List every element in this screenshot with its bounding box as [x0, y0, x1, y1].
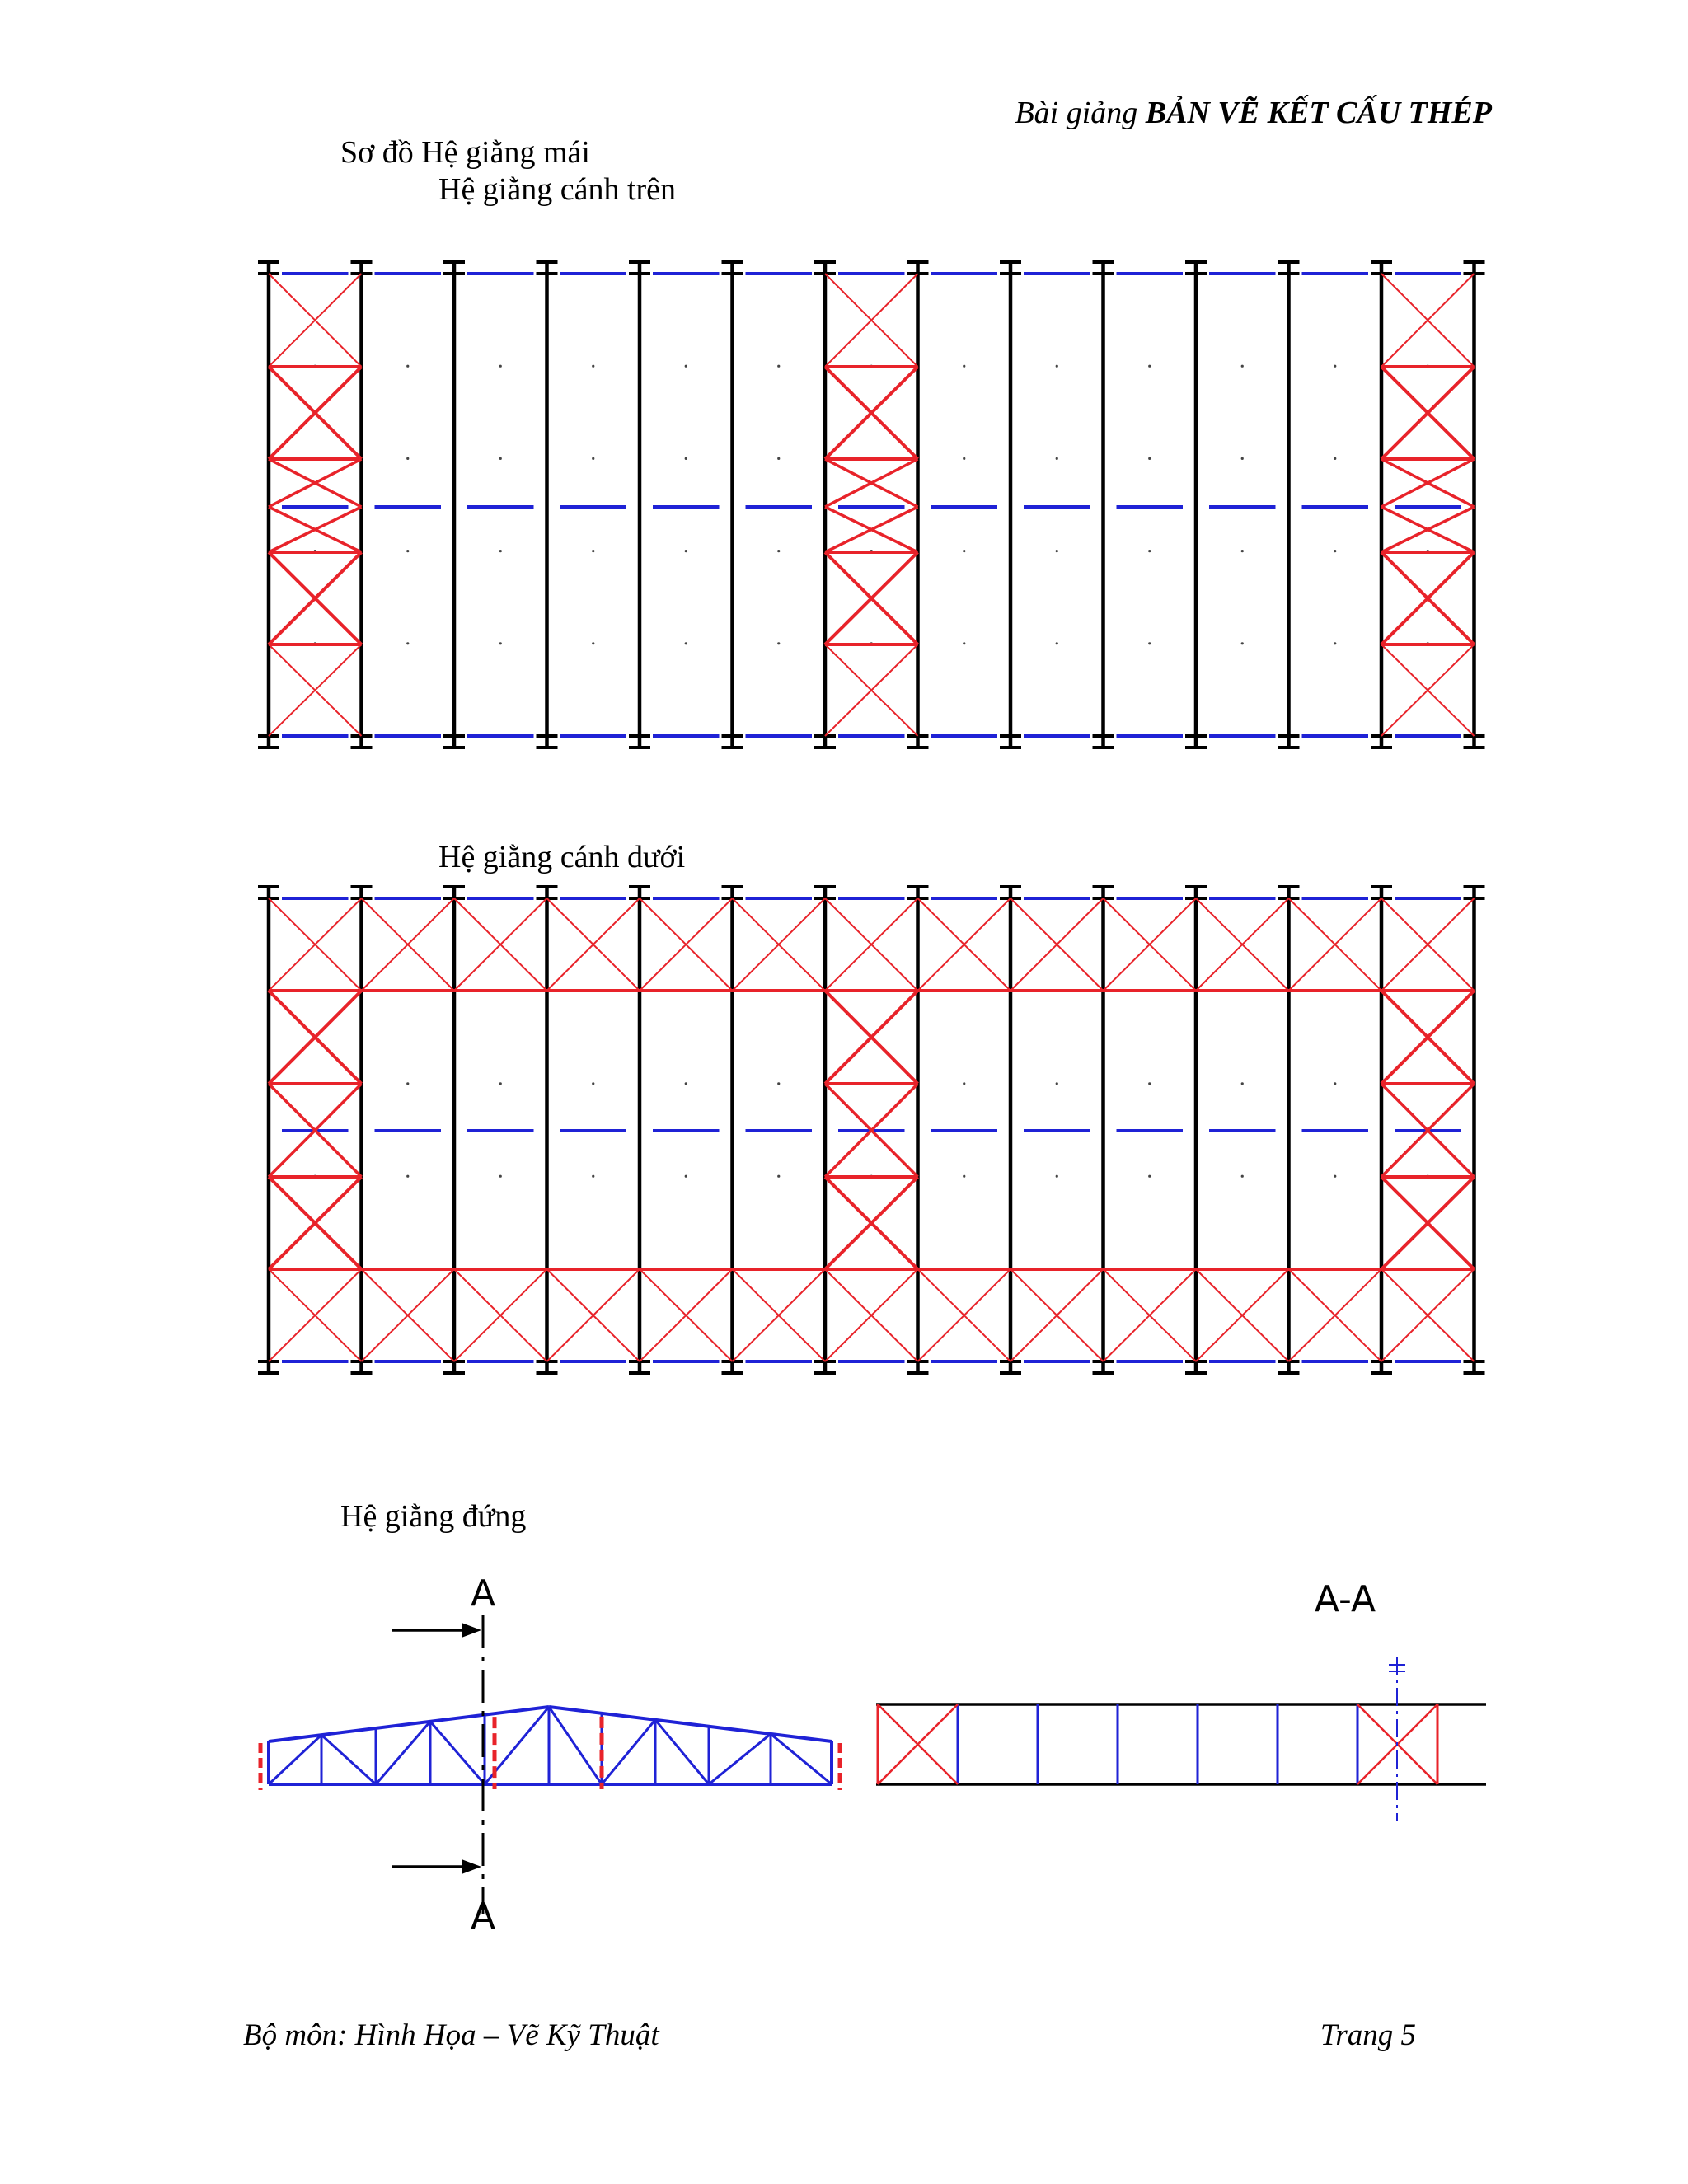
- grid-dot: [499, 550, 502, 552]
- truss-elevation: [260, 1615, 840, 1914]
- upper-chord-bracing-plan: [258, 262, 1485, 748]
- grid-dot: [1241, 457, 1244, 460]
- grid-dot: [406, 550, 409, 552]
- grid-dot: [1241, 550, 1244, 552]
- grid-dot: [592, 550, 594, 552]
- grid-dot: [406, 1175, 409, 1178]
- truss-diagonal: [430, 1722, 485, 1784]
- grid-dot: [1148, 642, 1151, 644]
- grid-dot: [685, 1082, 687, 1085]
- truss-diagonal: [655, 1720, 709, 1784]
- grid-dot: [499, 457, 502, 460]
- grid-dot: [1056, 642, 1058, 644]
- truss-diagonal: [376, 1722, 430, 1784]
- truss-top-chord: [549, 1707, 832, 1741]
- grid-dot: [499, 365, 502, 368]
- truss-diagonal: [709, 1734, 771, 1784]
- grid-dot: [777, 642, 780, 644]
- lower-chord-bracing-plan: [258, 887, 1485, 1373]
- grid-dot: [1241, 365, 1244, 368]
- grid-dot: [406, 1082, 409, 1085]
- vertical-bracing-title: Hệ giằng đứng: [340, 1499, 527, 1534]
- grid-dot: [1056, 365, 1058, 368]
- grid-dot: [1334, 365, 1336, 368]
- grid-dot: [963, 1175, 965, 1178]
- grid-dot: [592, 1082, 594, 1085]
- header-prefix: Bài giảng: [1015, 96, 1146, 130]
- header-title: BẢN VẼ KẾT CẤU THÉP: [1145, 96, 1492, 130]
- truss-diagonal: [549, 1707, 602, 1784]
- grid-dot: [685, 457, 687, 460]
- grid-dot: [963, 642, 965, 644]
- truss-diagonal: [321, 1735, 376, 1784]
- lower-chord-title: Hệ giằng cánh dưới: [438, 840, 686, 874]
- grid-dot: [406, 457, 409, 460]
- truss-diagonal: [602, 1720, 655, 1784]
- diagram-main-title: Sơ đồ Hệ giằng mái: [340, 135, 590, 170]
- grid-dot: [963, 365, 965, 368]
- section-cut-label-top: A: [470, 1572, 496, 1615]
- grid-dot: [1148, 550, 1151, 552]
- footer-page-number: Trang 5: [1320, 2018, 1416, 2052]
- grid-dot: [1334, 457, 1336, 460]
- grid-dot: [685, 642, 687, 644]
- grid-dot: [1241, 1175, 1244, 1178]
- grid-dot: [777, 457, 780, 460]
- grid-dot: [592, 365, 594, 368]
- grid-dot: [499, 1082, 502, 1085]
- section-arrow-head: [462, 1859, 481, 1874]
- grid-dot: [1334, 1082, 1336, 1085]
- grid-dot: [963, 550, 965, 552]
- grid-dot: [1056, 457, 1058, 460]
- grid-dot: [1241, 1082, 1244, 1085]
- grid-dot: [777, 1082, 780, 1085]
- grid-dot: [499, 1175, 502, 1178]
- grid-dot: [777, 365, 780, 368]
- section-arrow-head: [462, 1623, 481, 1638]
- grid-dot: [592, 642, 594, 644]
- grid-dot: [406, 365, 409, 368]
- grid-dot: [1056, 1082, 1058, 1085]
- section-a-a-view: [876, 1657, 1486, 1821]
- grid-dot: [1148, 1082, 1151, 1085]
- grid-dot: [685, 550, 687, 552]
- truss-diagonal: [269, 1735, 321, 1784]
- upper-chord-title: Hệ giằng cánh trên: [438, 172, 677, 207]
- grid-dot: [685, 1175, 687, 1178]
- grid-dot: [1241, 642, 1244, 644]
- section-cut-label-bottom: A: [470, 1896, 496, 1938]
- grid-dot: [685, 365, 687, 368]
- grid-dot: [777, 1175, 780, 1178]
- grid-dot: [1334, 1175, 1336, 1178]
- footer-department: Bộ môn: Hình Họa – Vẽ Kỹ Thuật: [243, 2018, 659, 2052]
- section-view-label: A-A: [1314, 1578, 1376, 1620]
- grid-dot: [1148, 365, 1151, 368]
- grid-dot: [1056, 1175, 1058, 1178]
- grid-dot: [777, 550, 780, 552]
- truss-top-chord: [269, 1707, 549, 1741]
- grid-dot: [1056, 550, 1058, 552]
- grid-dot: [592, 1175, 594, 1178]
- grid-dot: [1148, 1175, 1151, 1178]
- grid-dot: [963, 1082, 965, 1085]
- grid-dot: [592, 457, 594, 460]
- grid-dot: [1334, 550, 1336, 552]
- grid-dot: [1148, 457, 1151, 460]
- grid-dot: [963, 457, 965, 460]
- grid-dot: [1334, 642, 1336, 644]
- grid-dot: [499, 642, 502, 644]
- grid-dot: [406, 642, 409, 644]
